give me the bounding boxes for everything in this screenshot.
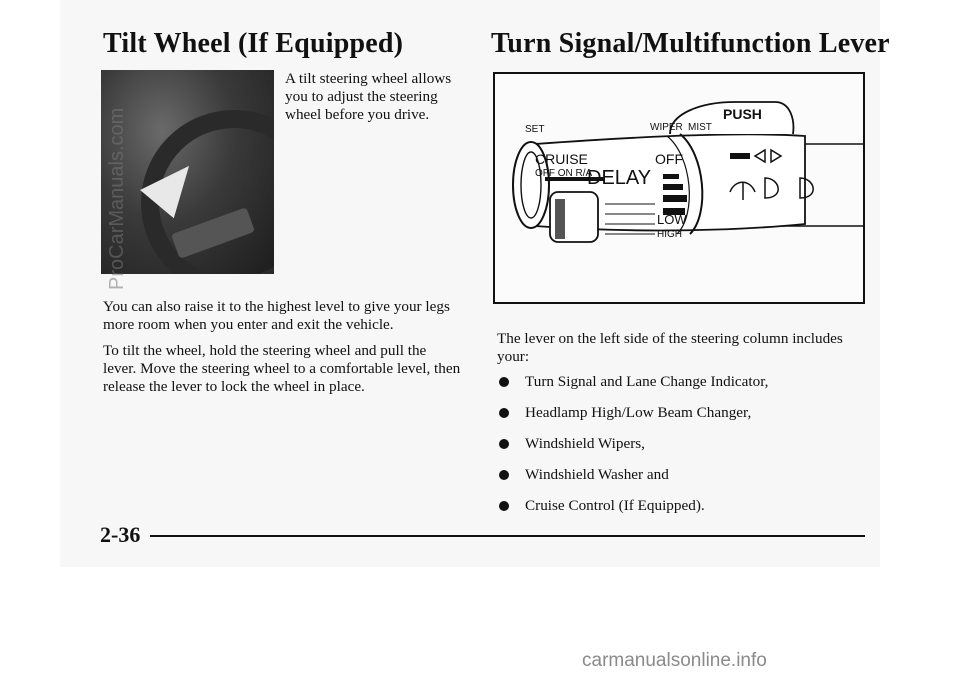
list-item: Windshield Washer and — [497, 466, 857, 484]
low-label: LOW — [657, 212, 687, 227]
tilt-intro-text: A tilt steering wheel allows you to adjust the steering wheel before you drive. — [285, 70, 452, 123]
lever-illustration — [495, 74, 867, 306]
high-label: HIGH — [657, 229, 682, 240]
page-number: 2-36 — [100, 522, 141, 547]
tilt-wheel-heading: Tilt Wheel (If Equipped) — [103, 28, 404, 59]
bottom-watermark: carmanualsonline.info — [582, 650, 767, 671]
bullet-icon — [499, 408, 509, 418]
cruise-label: CRUISE — [535, 151, 588, 167]
turn-intro-text: The lever on the left side of the steering column includes your: — [497, 330, 843, 365]
mist-label: MIST — [688, 122, 712, 133]
lever-features-list — [497, 373, 857, 528]
delay-label: DELAY — [587, 167, 652, 189]
list-item: Windshield Wipers, — [497, 435, 857, 453]
bullet-icon — [499, 439, 509, 449]
bullet-icon — [499, 501, 509, 511]
tilt-paragraph-2: To tilt the wheel, hold the steering wheel and pull the lever. Move the steering wheel to a comfortable level, then release the lever to lock the wheel in place. — [103, 342, 461, 395]
wiper-label: WIPER — [650, 122, 683, 133]
tilt-paragraph-1: You can also raise it to the highest level to give your legs more room when you enter and exit the vehicle. — [103, 298, 450, 333]
list-item: Cruise Control (If Equipped). — [497, 497, 857, 515]
footer-rule — [150, 535, 865, 537]
side-watermark: ProCarManuals.com — [106, 107, 128, 290]
bullet-icon — [499, 377, 509, 387]
set-label: SET — [525, 124, 545, 135]
list-item: Headlamp High/Low Beam Changer, — [497, 404, 857, 422]
list-item: Turn Signal and Lane Change Indicator, — [497, 373, 857, 391]
turn-signal-heading: Turn Signal/Multifunction Lever — [491, 28, 890, 59]
push-label: PUSH — [723, 106, 762, 122]
off-on-ra-label: OFF ON R/A — [535, 168, 593, 179]
multifunction-lever-diagram — [493, 72, 865, 304]
bullet-icon — [499, 470, 509, 480]
off-label: OFF — [655, 151, 683, 167]
